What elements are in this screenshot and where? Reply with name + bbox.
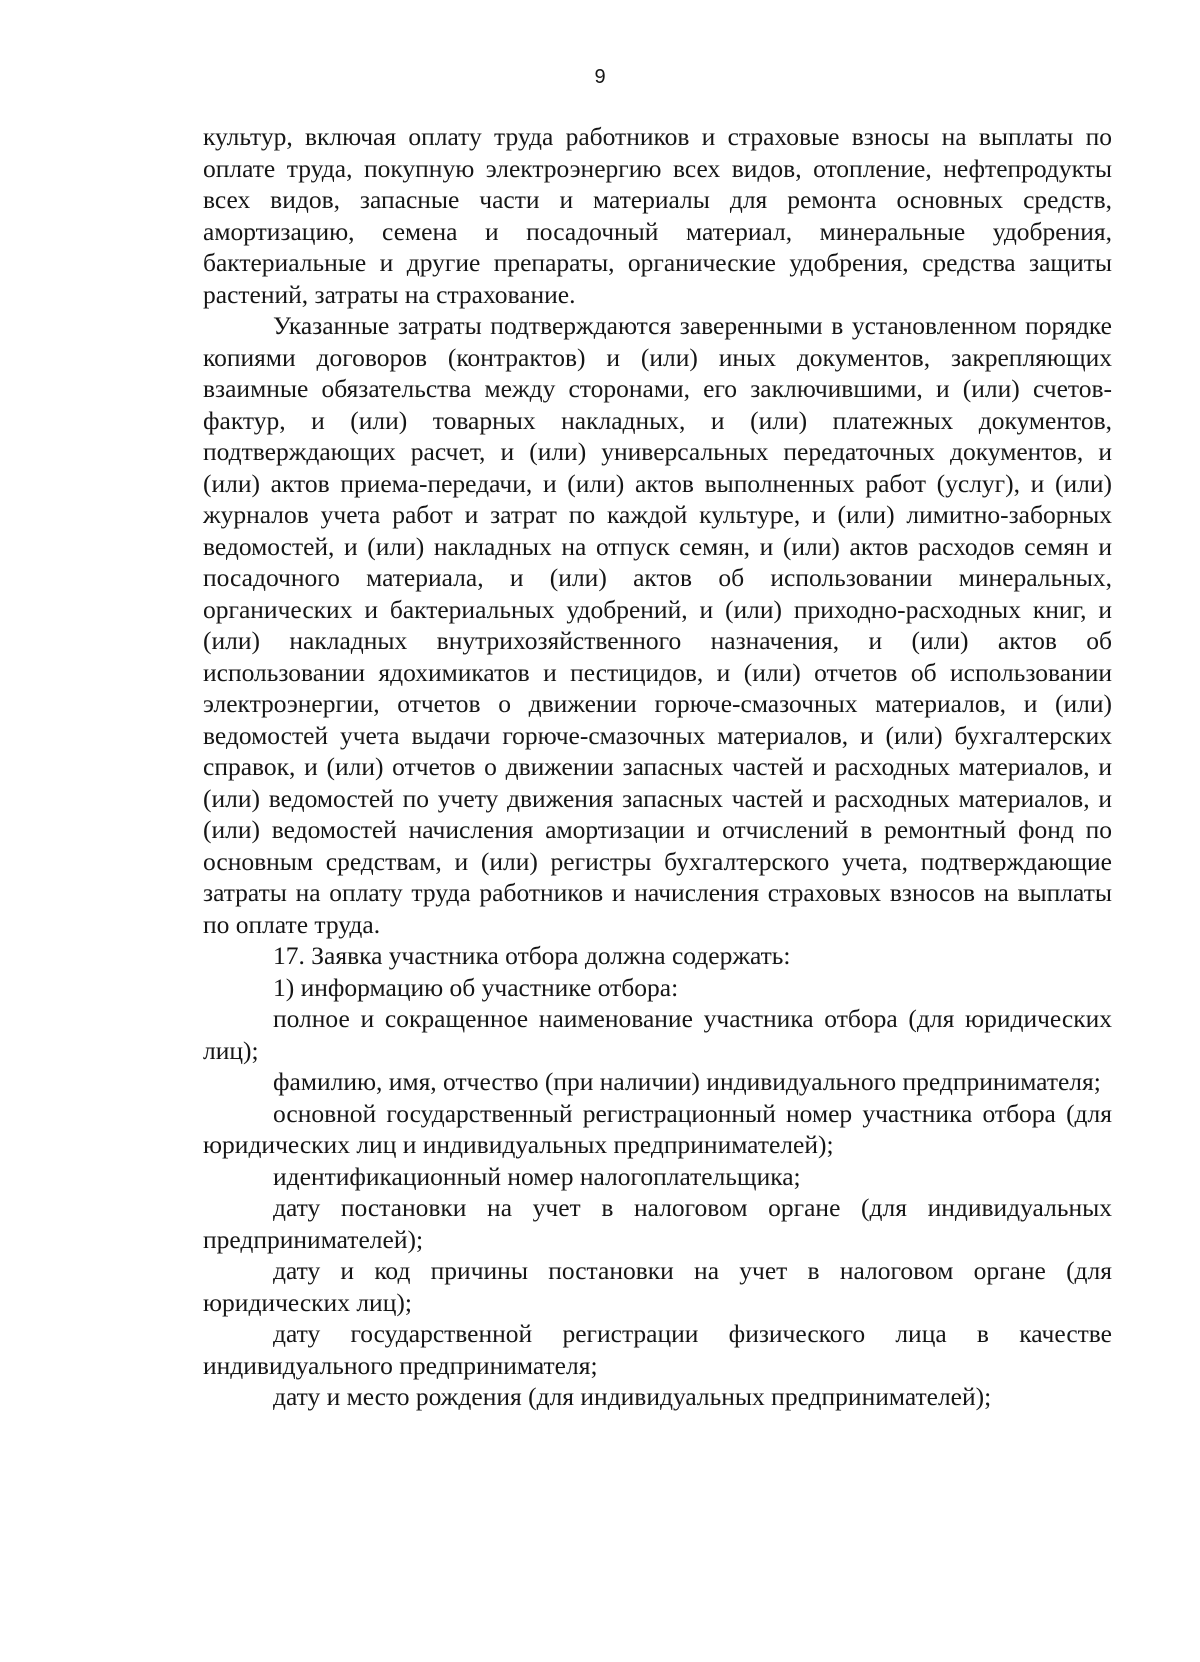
paragraph-state-registration-date: дату государственной регистрации физического лица в качестве индивидуального предпринимателя; (203, 1319, 1112, 1380)
paragraph-ogrn: основной государственный регистрационный номер участника отбора (для юридических лиц и индивидуальных предпринимателей); (203, 1098, 1112, 1159)
paragraph-subitem-1: 1) информацию об участнике отбора: (273, 972, 679, 1002)
document-body (203, 121, 1112, 1413)
paragraph-full-name: полное и сокращенное наименование участника отбора (для юридических лиц); (203, 1004, 1112, 1065)
paragraph-kpp: дату и код причины постановки на учет в налоговом органе (для юридических лиц); (203, 1256, 1112, 1317)
paragraph-tax-registration-date: дату постановки на учет в налоговом органе (для индивидуальных предпринимателей); (203, 1193, 1112, 1254)
paragraph-supporting-documents: Указанные затраты подтверждаются заверенными в установленном порядке копиями договоров (контрактов) и (или) иных документов, закрепляющих взаимные обязательства между сторонами, его заключившими, и (или) счетов-фактур, и (или) товарных накладных, и (или) платежных документов, подтверждающих расчет, и (или) универсальных передаточных документов, и (или) актов приема-передачи, и (или) актов выполненных работ (услуг), и (или) журналов учета работ и затрат по каждой культуре, и (или) лимитно-заборных ведомостей, и (или) накладных на отпуск семян, и (или) актов расходов семян и посадочного материала, и (или) актов об использовании минеральных, органических и бактериальных удобрений, и (или) приходно-расходных книг, и (или) накладных внутрихозяйственного назначения, и (или) актов об использовании ядохимикатов и пестицидов, и (или) отчетов об использовании электроэнергии, отчетов о движении горюче-смазочных материалов, и (или) ведомостей учета выдачи горюче-смазочных материалов, и (или) бухгалтерских справок, и (или) отчетов о движении запасных частей и расходных материалов, и (или) ведомостей по учету движения запасных частей и расходных материалов, и (или) ведомостей начисления амортизации и отчислений в ремонтный фонд по основным средствам, и (или) регистры бухгалтерского учета, подтверждающие затраты на оплату труда работников и начисления страховых взносов на выплаты по оплате труда. (203, 311, 1112, 939)
paragraph-birth-date-place: дату и место рождения (для индивидуальных предпринимателей); (273, 1382, 992, 1411)
paragraph-item-17: 17. Заявка участника отбора должна содержать: (273, 941, 791, 970)
paragraph-costs-continued: культур, включая оплату труда работников и страховые взносы на выплаты по оплате труда, покупную электроэнергию всех видов, отопление, нефтепродукты всех видов, запасные части и материалы для ремонта основных средств, амортизацию, семена и посадочный материал, минеральные удобрения, бактериальные и другие препараты, органические удобрения, средства защиты растений, затраты на страхование. (203, 122, 1112, 309)
paragraph-inn: идентификационный номер налогоплательщика; (273, 1161, 801, 1191)
page-number: 9 (594, 66, 606, 88)
paragraph-entrepreneur-name: фамилию, имя, отчество (при наличии) индивидуального предпринимателя; (273, 1067, 1101, 1096)
